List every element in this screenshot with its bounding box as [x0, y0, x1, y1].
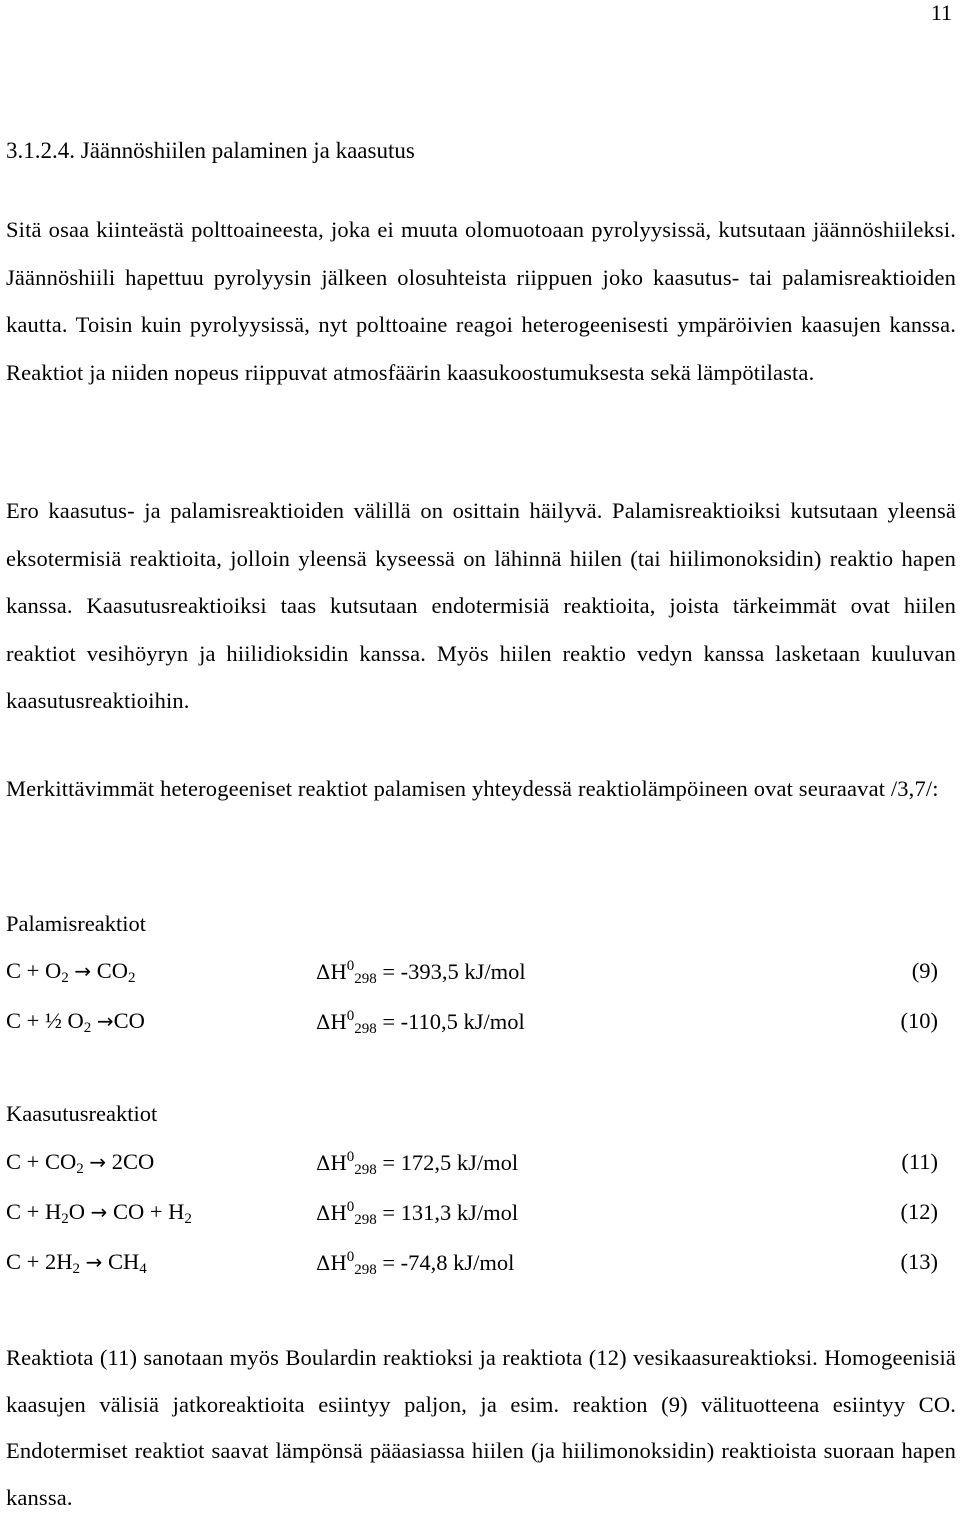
- paragraph-intro: Sitä osaa kiinteästä polttoaineesta, joka ei muuta olomuotoaan pyrolyysissä, kutsutaan jäännöshiileksi. Jäännöshiili hapettuu pyrolyysin jälkeen olosuhteista riippuen joko kaasutus- tai palamisreaktioiden kautta. Toisin kuin pyrolyysissä, nyt polttoaine reagoi heterogeenisesti ympäröivien kaasujen kanssa. Reaktiot ja niiden nopeus riippuvat atmosfäärin kaasukoostumuksesta sekä lämpötilasta.: [6, 217, 956, 385]
- reaction-12: [6, 1199, 938, 1233]
- equation-number: (13): [900, 1249, 938, 1274]
- arrow-icon: →: [89, 1150, 107, 1174]
- gasification-label: Kaasutusreaktiot: [6, 1101, 158, 1126]
- arrow-icon: →: [85, 1250, 103, 1274]
- reaction-equation: $C + O_2 \to CO_2$: [6, 958, 136, 986]
- enthalpy: $\Delta H^0_{298} = -110,5$ kJ/mol: [316, 1008, 525, 1037]
- reaction-11: [6, 1149, 938, 1183]
- arrow-icon: →: [90, 1200, 108, 1224]
- reaction-10: [6, 1008, 938, 1042]
- equation-number: (9): [911, 958, 938, 983]
- equation-number: (11): [901, 1149, 938, 1174]
- page-number: 11: [930, 0, 952, 25]
- reaction-equation: $C + H_2O$ → CO + $H_2$: [6, 1199, 192, 1227]
- arrow-icon: →: [96, 1009, 114, 1033]
- arrow-icon: →: [74, 959, 92, 983]
- paragraph-conclusion: Reaktiota (11) sanotaan myös Boulardin reaktioksi ja reaktiota (12) vesikaasureaktioksi. Homogeenisiä kaasujen välisiä jatkoreaktioita esiintyy paljon, ja esim. reaktion (9) välituotteena esiintyy CO. Endotermiset reaktiot saavat lämpönsä pääasiassa hiilen (ja hiilimonoksidin) reaktioista suoraan hapen kanssa.: [6, 1345, 956, 1510]
- reaction-equation: $C + 2H_2 \to CH_4$: [6, 1249, 147, 1277]
- enthalpy: $\Delta H^0_{298} = -74,8$ kJ/mol: [316, 1249, 515, 1278]
- reaction-13: [6, 1249, 938, 1283]
- combustion-label: Palamisreaktiot: [6, 911, 146, 936]
- section-heading: 3.1.2.4. Jäännöshiilen palaminen ja kaasutus: [6, 138, 415, 163]
- enthalpy: $\Delta H^0_{298} = 131,3$ kJ/mol: [316, 1199, 519, 1228]
- reaction-equation: $C + CO_2 \to 2CO$: [6, 1149, 155, 1177]
- enthalpy: $\Delta H^0_{298} = 172,5$ kJ/mol: [316, 1149, 519, 1178]
- enthalpy: $\Delta H^0_{298} = -393,5$ kJ/mol: [316, 958, 526, 987]
- reaction-equation: C + ½ $O_2 \to CO$: [6, 1008, 145, 1036]
- paragraph-difference: Ero kaasutus- ja palamisreaktioiden välillä on osittain häilyvä. Palamisreaktioiksi kutsutaan yleensä eksotermisiä reaktioita, jolloin yleensä kyseessä on lähinnä hiilen (tai hiilimonoksidin) reaktio hapen kanssa. Kaasutusreaktioiksi taas kutsutaan endotermisiä reaktioita, joista tärkeimmät ovat hiilen reaktiot vesihöyryn ja hiilidioksidin kanssa. Myös hiilen reaktio vedyn kanssa lasketaan kuuluvan kaasutusreaktioihin.: [6, 498, 956, 713]
- paragraph-reactions-intro: Merkittävimmät heterogeeniset reaktiot palamisen yhteydessä reaktiolämpöineen ovat seuraavat /3,7/:: [6, 776, 939, 801]
- reaction-9: [6, 958, 938, 992]
- equation-number: (10): [900, 1008, 938, 1033]
- equation-number: (12): [900, 1199, 938, 1224]
